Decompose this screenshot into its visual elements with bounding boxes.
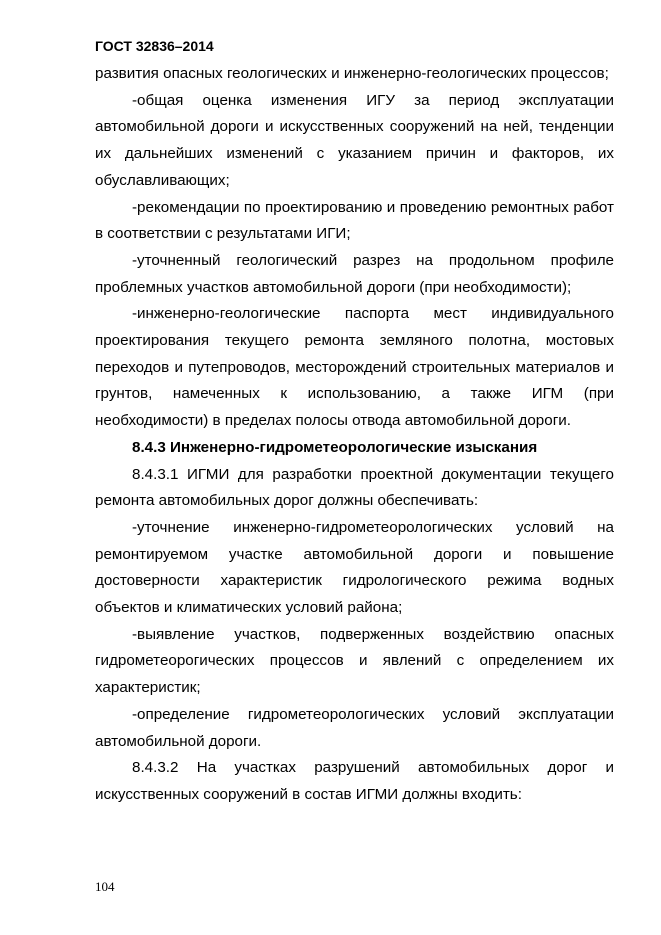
list-item-geological-section: -уточненный геологический разрез на продольном профиле проблемных участков автомобильной дороги (при необходимости); <box>95 251 614 296</box>
clause-8-4-3-2: 8.4.3.2 На участках разрушений автомобильных дорог и искусственных сооружений в состав ИГМИ должны входить: <box>95 759 614 803</box>
list-item-recommendations: -рекомендации по проектированию и проведению ремонтных работ в соответствии с результатами ИГИ; <box>95 198 614 243</box>
body-text <box>95 61 614 809</box>
paragraph-continuation: развития опасных геологических и инженерно-геологических процессов; <box>95 65 609 82</box>
clause-8-4-3-1: 8.4.3.1 ИГМИ для разработки проектной документации текущего ремонта автомобильных дорог должны обеспечивать: <box>95 465 614 510</box>
list-item-passports: -инженерно-геологические паспорта мест индивидуального проектирования текущего ремонта земляного полотна, мостовых переходов и путепроводов, месторождений строительных материалов и грунтов, намеченных к использованию, а также ИГМ (при необходимости) в пределах полосы отвода автомобильной дороги. <box>95 305 614 430</box>
list-item-refinement: -уточнение инженерно-гидрометеорологических условий на ремонтируемом участке автомобильной дороги и повышение достоверности характеристик гидрологического режима водных объектов и климатических условий района; <box>95 518 614 617</box>
section-heading-8-4-3: 8.4.3 Инженерно-гидрометеорологические изыскания <box>132 438 538 456</box>
document-code-header: ГОСТ 32836–2014 <box>95 38 214 54</box>
list-item-assessment: -общая оценка изменения ИГУ за период эксплуатации автомобильной дороги и искусственных сооружений на ней, тенденции их дальнейших изменений с указанием причин и факторов, их обуславливающих; <box>95 91 614 189</box>
list-item-determination: -определение гидрометеорологических условий эксплуатации автомобильной дороги. <box>95 705 614 750</box>
list-item-identification: -выявление участков, подверженных воздействию опасных гидрометеорогических процессов и явлений с определением их характеристик; <box>95 625 614 697</box>
page-number: 104 <box>95 879 115 894</box>
